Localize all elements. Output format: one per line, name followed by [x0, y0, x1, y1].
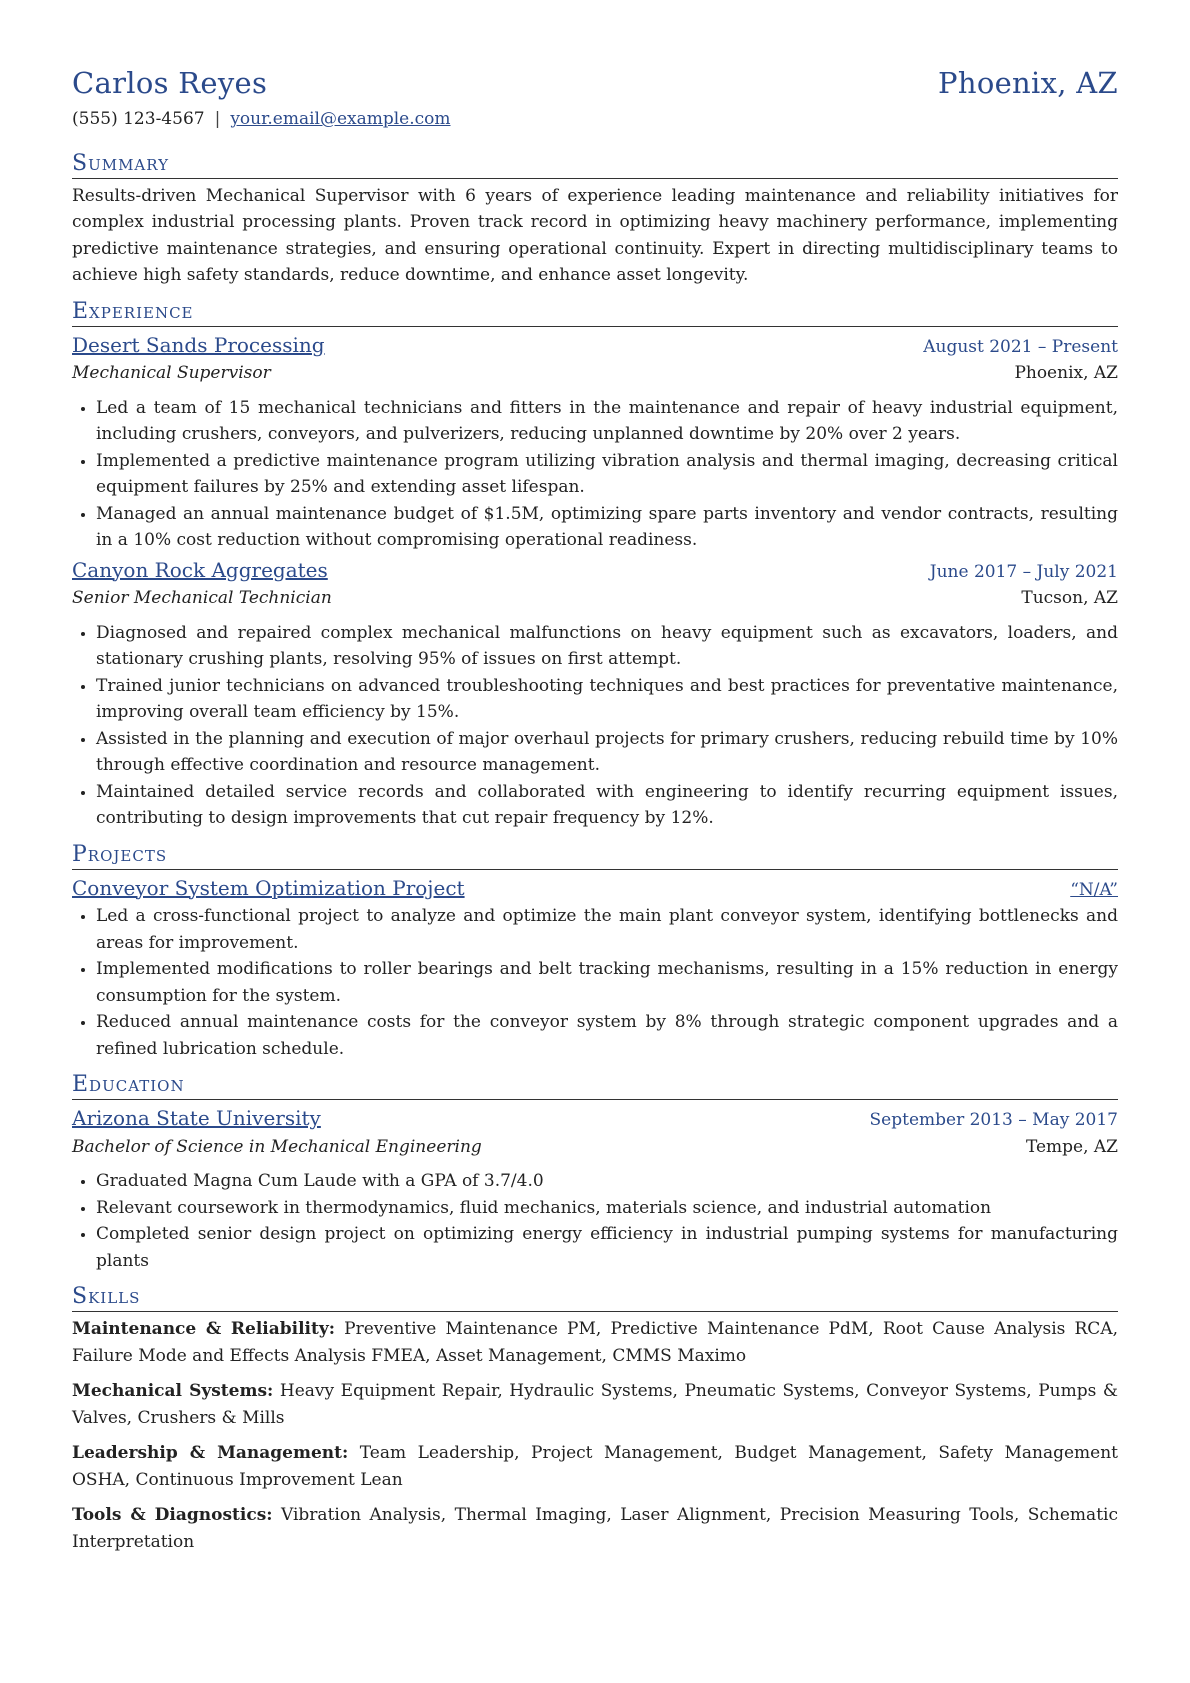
skill-row [72, 1502, 1118, 1555]
bullet-item: • Implemented modifications to roller bearings and belt tracking mechanisms, resulting in a 15% reduction in energy consumption for the system. [96, 956, 1118, 1009]
education-entry [72, 1104, 1118, 1274]
experience-entry [72, 556, 1118, 832]
entry-location: Tempe, AZ [1025, 1136, 1118, 1157]
skill-category: Tools & Diagnostics: [72, 1505, 273, 1525]
resume-header [72, 64, 1118, 102]
bullet-item: • Relevant coursework in thermodynamics, fluid mechanics, materials science, and industrial automation [96, 1195, 1118, 1222]
section-title-education: Education [72, 1072, 1118, 1100]
bullet-item: • Led a cross-functional project to analyze and optimize the main plant conveyor system, identifying bottlenecks and areas for improvement. [96, 903, 1118, 956]
entry-location: Phoenix, AZ [1014, 363, 1118, 383]
skill-values: Vibration Analysis, Thermal Imaging, Laser Alignment, Precision Measuring Tools, Schematic Interpretation [72, 1505, 1118, 1552]
company-link[interactable]: Canyon Rock Aggregates [72, 557, 328, 582]
entry-dates: August 2021 – Present [923, 336, 1118, 357]
bullet-list [72, 1168, 1118, 1274]
bullet-item: • Managed an annual maintenance budget of $1.5M, optimizing spare parts inventory and vendor contracts, resulting in a 10% cost reduction without compromising operational readiness. [96, 501, 1118, 554]
entry-location: Tucson, AZ [1021, 588, 1118, 608]
entry-dates: September 2013 – May 2017 [869, 1110, 1118, 1130]
candidate-location: Phoenix, AZ [938, 66, 1118, 100]
skill-row [72, 1316, 1118, 1369]
project-title-link[interactable]: Conveyor System Optimization Project [72, 875, 465, 900]
section-title-summary: Summary [72, 151, 1118, 179]
bullet-item: • Maintained detailed service records and collaborated with engineering to identify recurring equipment issues, contributing to design improvements that cut repair frequency by 12%. [96, 779, 1118, 832]
skill-values: Heavy Equipment Repair, Hydraulic Systems, Pneumatic Systems, Conveyor Systems, Pumps & Valves, Crushers & Mills [72, 1381, 1118, 1428]
section-title-experience: Experience [72, 299, 1118, 327]
email-link[interactable]: your.email@example.com [230, 109, 451, 129]
bullet-list [72, 903, 1118, 1062]
skill-category: Leadership & Management: [72, 1443, 349, 1463]
bullet-item: • Completed senior design project on optimizing energy efficiency in industrial pumping systems for manufacturing plants [96, 1221, 1118, 1274]
job-title: Senior Mechanical Technician [72, 588, 332, 608]
bullet-list [72, 620, 1118, 832]
contact-separator: | [214, 109, 221, 129]
bullet-item: • Graduated Magna Cum Laude with a GPA of 3.7/4.0 [96, 1168, 1118, 1195]
bullet-item: • Reduced annual maintenance costs for the conveyor system by 8% through strategic component upgrades and a refined lubrication schedule. [96, 1009, 1118, 1062]
phone-number: (555) 123-4567 [72, 109, 205, 129]
candidate-name: Carlos Reyes [72, 66, 268, 100]
project-url-link[interactable]: “N/A” [1070, 879, 1118, 900]
skill-category: Maintenance & Reliability: [72, 1319, 336, 1339]
section-title-projects: Projects [72, 842, 1118, 870]
experience-entry [72, 331, 1118, 554]
skill-row [72, 1378, 1118, 1431]
project-entry [72, 874, 1118, 1063]
bullet-item: • Diagnosed and repaired complex mechanical malfunctions on heavy equipment such as excavators, loaders, and stationary crushing plants, resolving 95% of issues on first attempt. [96, 620, 1118, 673]
skill-values: Team Leadership, Project Management, Budget Management, Safety Management OSHA, Continuous Improvement Lean [72, 1443, 1118, 1490]
bullet-item: • Led a team of 15 mechanical technicians and fitters in the maintenance and repair of heavy industrial equipment, including crushers, conveyors, and pulverizers, reducing unplanned downtime by 20% over 2 years. [96, 395, 1118, 448]
degree-title: Bachelor of Science in Mechanical Engineering [72, 1136, 482, 1157]
contact-line [72, 106, 1118, 133]
summary-text: Results-driven Mechanical Supervisor with 6 years of experience leading maintenance and reliability initiatives for complex industrial processing plants. Proven track record in optimizing heavy machinery performance, implementing predictive maintenance strategies, and ensuring operational continuity. Expert in directing multidisciplinary teams to achieve high safety standards, reduce downtime, and enhance asset longevity. [72, 185, 1118, 285]
section-title-skills: Skills [72, 1284, 1118, 1312]
skill-category: Mechanical Systems: [72, 1381, 274, 1401]
entry-dates: June 2017 – July 2021 [929, 561, 1118, 582]
skill-values: Preventive Maintenance PM, Predictive Maintenance PdM, Root Cause Analysis RCA, Failure Mode and Effects Analysis FMEA, Asset Management, CMMS Maximo [72, 1319, 1118, 1366]
job-title: Mechanical Supervisor [72, 363, 271, 383]
school-link[interactable]: Arizona State University [72, 1106, 321, 1130]
bullet-item: • Implemented a predictive maintenance program utilizing vibration analysis and thermal imaging, decreasing critical equipment failures by 25% and extending asset lifespan. [96, 448, 1118, 501]
skill-row [72, 1440, 1118, 1493]
bullet-item: • Assisted in the planning and execution of major overhaul projects for primary crushers, reducing rebuild time by 10% through effective coordination and resource management. [96, 726, 1118, 779]
company-link[interactable]: Desert Sands Processing [72, 332, 325, 357]
bullet-item: • Trained junior technicians on advanced troubleshooting techniques and best practices for preventative maintenance, improving overall team efficiency by 15%. [96, 673, 1118, 726]
bullet-list [72, 395, 1118, 554]
